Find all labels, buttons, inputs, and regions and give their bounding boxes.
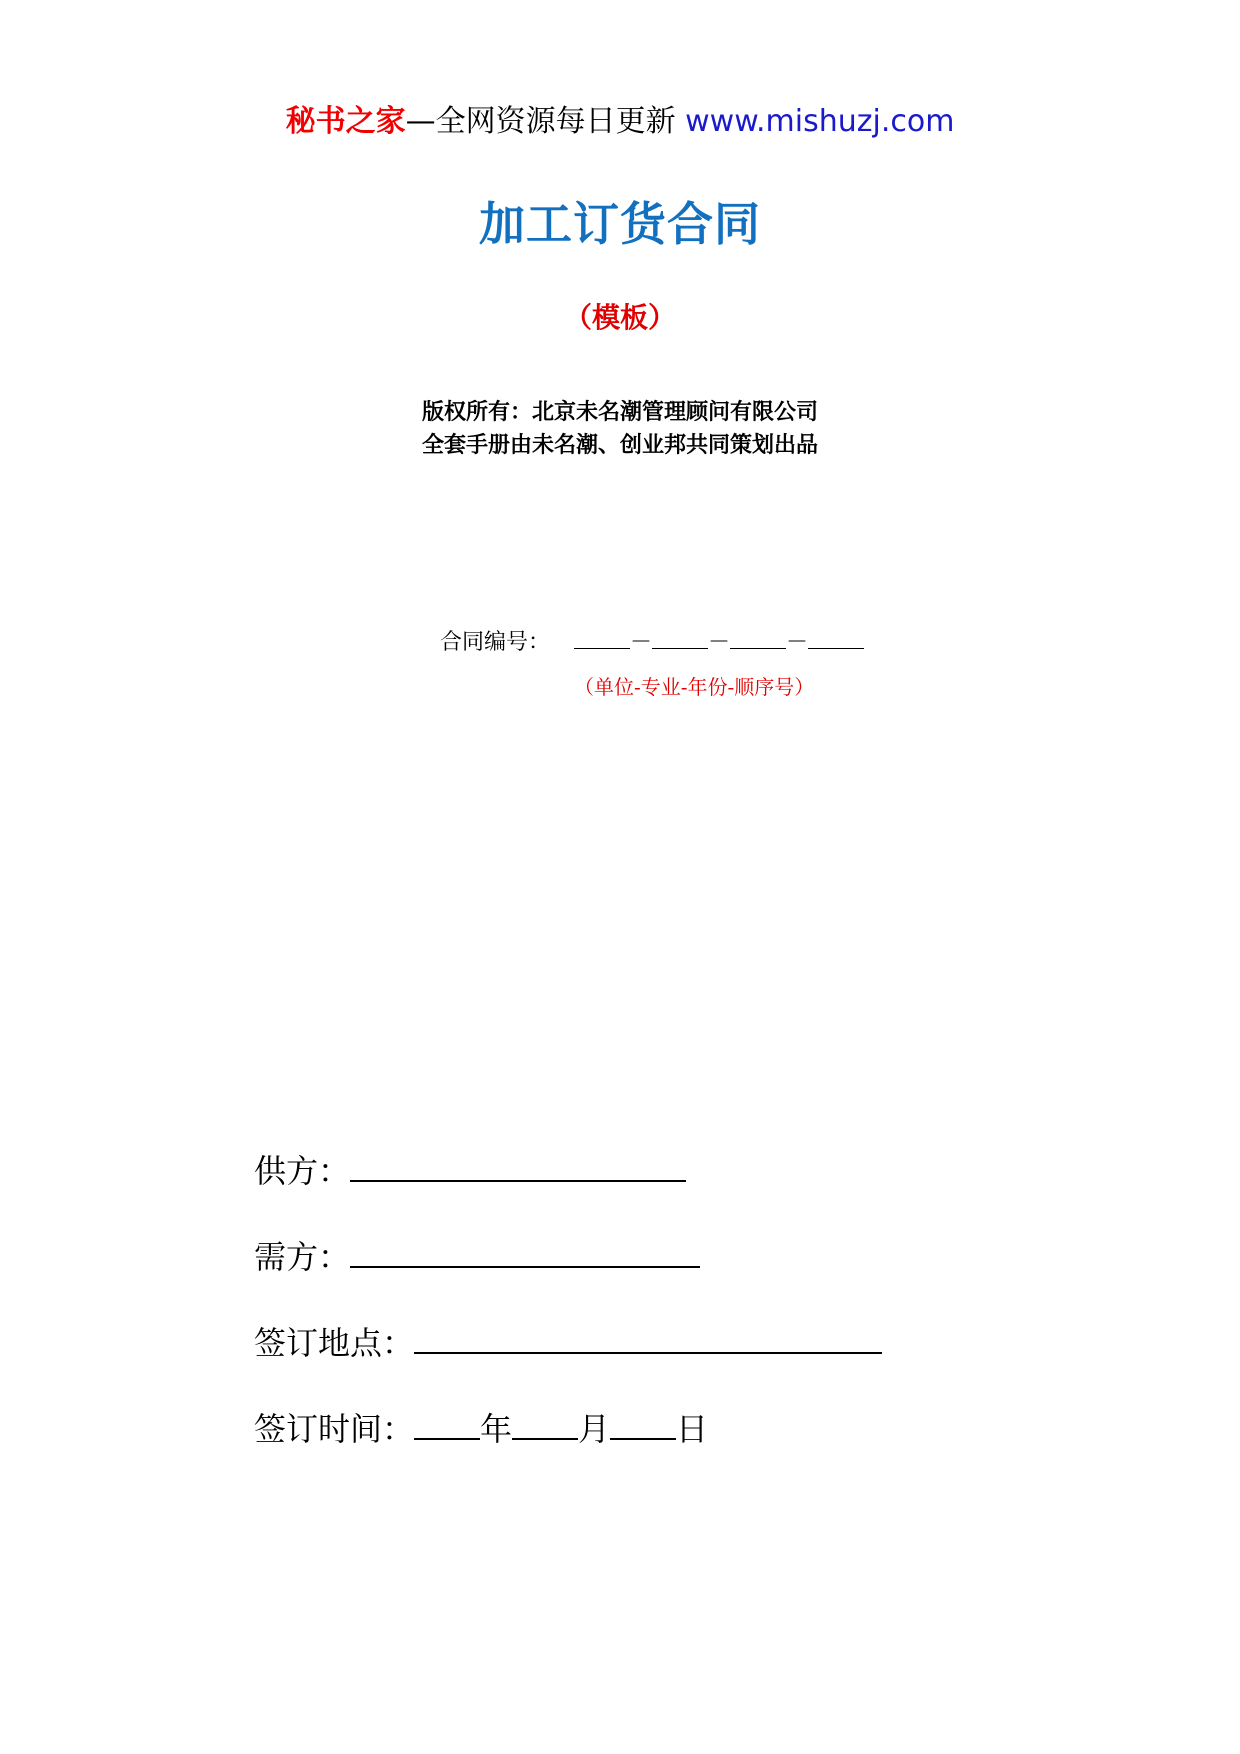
site-banner	[0, 100, 1240, 144]
contract-number-blank-year	[730, 626, 786, 649]
contract-number-label: 合同编号：	[440, 630, 551, 655]
document-subtitle: （模板）	[563, 301, 676, 334]
copyright-block	[0, 396, 1240, 462]
signing-place-blank	[414, 1320, 882, 1354]
contract-number-separator: －	[708, 630, 731, 655]
contract-number-blank-unit	[574, 626, 630, 649]
contract-number-separator: －	[630, 630, 653, 655]
contract-number-hint: （单位-专业-年份-顺序号）	[574, 675, 815, 699]
contract-number-blank-specialty	[652, 626, 708, 649]
signing-time-label: 签订时间：	[254, 1410, 415, 1448]
contract-number	[440, 626, 864, 660]
site-slogan: —全网资源每日更新	[405, 104, 686, 139]
copyright-line-1: 版权所有：北京未名潮管理顾问有限公司	[421, 400, 818, 425]
contract-number-blank-sequence	[808, 626, 864, 649]
supplier-field	[254, 1148, 686, 1193]
year-blank	[414, 1406, 480, 1440]
month-label: 月	[578, 1410, 611, 1448]
month-blank	[512, 1406, 578, 1440]
contract-number-separator: －	[786, 630, 809, 655]
day-label: 日	[676, 1410, 709, 1448]
supplier-blank	[350, 1148, 686, 1182]
supplier-label: 供方：	[254, 1152, 351, 1190]
buyer-label: 需方：	[254, 1238, 351, 1276]
buyer-blank	[350, 1234, 700, 1268]
document-title: 加工订货合同	[479, 197, 761, 251]
site-brand: 秘书之家	[285, 104, 406, 139]
year-label: 年	[480, 1410, 513, 1448]
day-blank	[610, 1406, 676, 1440]
site-url-link[interactable]: www.mishuzj.com	[685, 104, 955, 139]
copyright-line-2: 全套手册由未名潮、创业邦共同策划出品	[421, 433, 818, 458]
buyer-field	[254, 1234, 700, 1279]
signing-place-label: 签订地点：	[254, 1324, 415, 1362]
signing-place-field	[254, 1320, 882, 1365]
signing-time-field	[254, 1406, 708, 1451]
